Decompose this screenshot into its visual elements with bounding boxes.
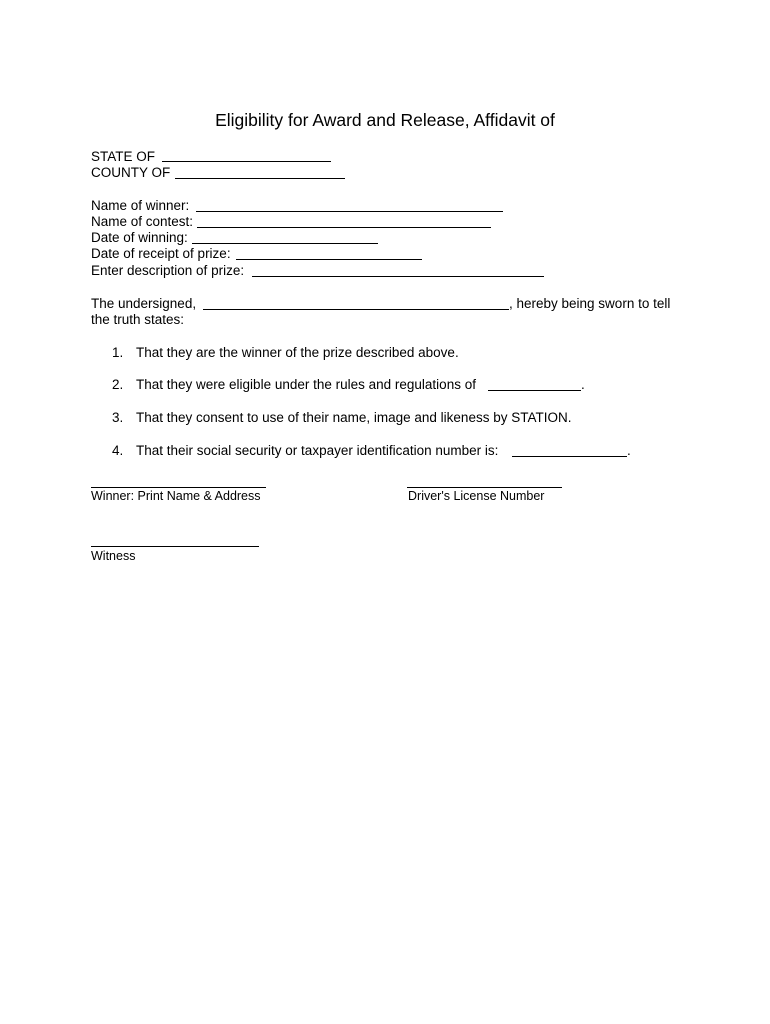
county-label: COUNTY OF <box>91 165 171 180</box>
contest-name-blank[interactable] <box>197 227 491 228</box>
statement-2-trailing: . <box>581 377 585 392</box>
winner-name-label: Name of winner: <box>91 198 190 213</box>
statement-4 <box>112 443 498 459</box>
undersigned-prefix: The undersigned, <box>91 296 197 311</box>
date-winning-blank[interactable] <box>192 243 378 244</box>
winner-signature-line[interactable] <box>91 487 266 488</box>
ssn-blank[interactable] <box>512 456 627 457</box>
date-winning-label: Date of winning: <box>91 230 188 245</box>
undersigned-name-blank[interactable] <box>203 309 509 310</box>
license-signature-line[interactable] <box>407 487 562 488</box>
statement-3 <box>112 410 571 426</box>
statement-number: 3. <box>112 410 124 425</box>
rules-regulations-blank[interactable] <box>488 390 581 391</box>
state-blank[interactable] <box>162 161 331 162</box>
winner-name-blank[interactable] <box>196 211 503 212</box>
statement-text: That they consent to use of their name, image and likeness by STATION. <box>136 410 572 425</box>
statement-text: That their social security or taxpayer identification number is: <box>136 443 499 458</box>
statement-text: That they were eligible under the rules and regulations of <box>136 377 476 392</box>
statement-4-trailing: . <box>627 443 631 458</box>
prize-description-blank[interactable] <box>252 276 544 277</box>
statement-text: That they are the winner of the prize described above. <box>136 345 459 360</box>
undersigned-suffix: , hereby being sworn to tell <box>509 296 671 311</box>
contest-name-label: Name of contest: <box>91 214 194 229</box>
statement-number: 4. <box>112 443 124 458</box>
prize-description-label: Enter description of prize: <box>91 263 245 278</box>
winner-signature-label: Winner: Print Name & Address <box>91 489 261 503</box>
date-receipt-blank[interactable] <box>236 259 422 260</box>
statement-2 <box>112 377 476 393</box>
document-title: Eligibility for Award and Release, Affidavit of <box>215 110 555 130</box>
state-label: STATE OF <box>91 149 155 164</box>
witness-signature-label: Witness <box>91 549 136 563</box>
statement-number: 1. <box>112 345 124 360</box>
county-blank[interactable] <box>175 178 345 179</box>
witness-signature-line[interactable] <box>91 546 259 547</box>
statement-number: 2. <box>112 377 124 392</box>
license-signature-label: Driver's License Number <box>408 489 545 503</box>
statement-1 <box>112 345 459 361</box>
date-receipt-label: Date of receipt of prize: <box>91 246 231 261</box>
undersigned-continuation: the truth states: <box>91 312 185 327</box>
